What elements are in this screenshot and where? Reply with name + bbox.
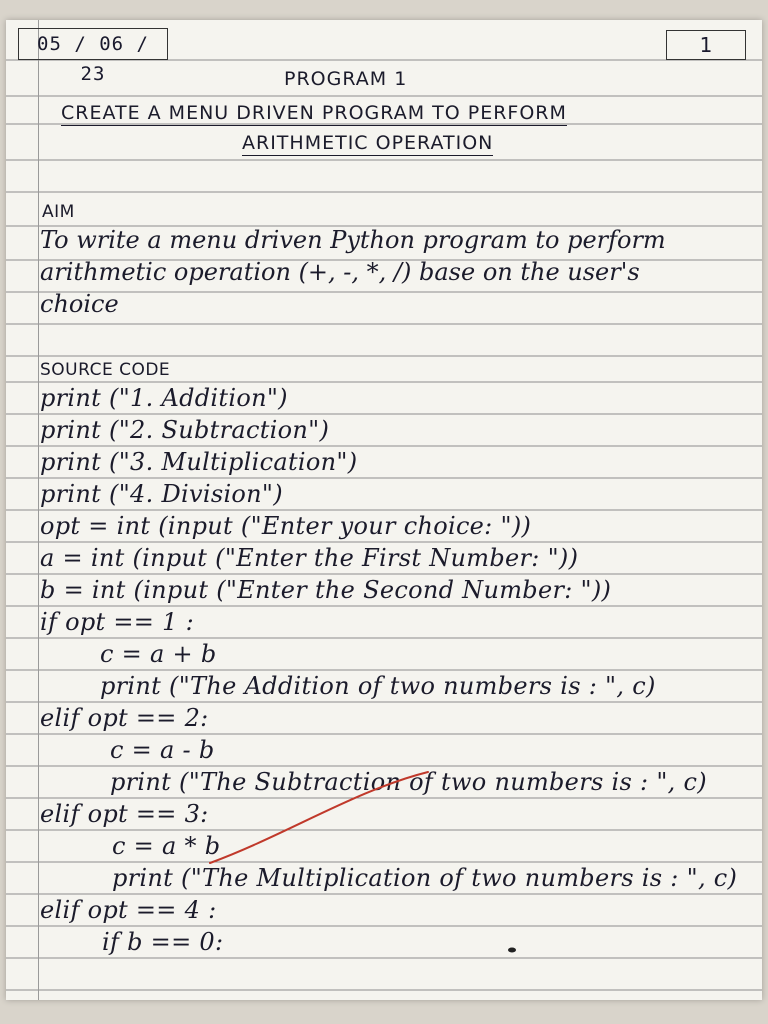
code-line: elif opt == 4 : bbox=[40, 896, 217, 924]
code-line: elif opt == 3: bbox=[40, 800, 209, 828]
code-line: c = a + b bbox=[100, 640, 217, 668]
code-line: opt = int (input ("Enter your choice: ")) bbox=[40, 512, 532, 540]
code-line: c = a - b bbox=[110, 736, 215, 764]
program-title: PROGRAM 1 bbox=[284, 68, 408, 90]
code-line: b = int (input ("Enter the Second Number: ")) bbox=[40, 576, 612, 604]
code-line: print ("2. Subtraction") bbox=[40, 416, 330, 444]
code-line: if b == 0: bbox=[102, 928, 224, 956]
aim-line: choice bbox=[40, 290, 119, 318]
code-line: print ("1. Addition") bbox=[40, 384, 288, 412]
code-line: print ("4. Division") bbox=[40, 480, 283, 508]
program-heading-line1: CREATE A MENU DRIVEN PROGRAM TO PERFORM bbox=[61, 102, 567, 124]
code-line: print ("The Addition of two numbers is : ", c) bbox=[100, 672, 656, 700]
code-line: c = a * b bbox=[112, 832, 221, 860]
code-line: a = int (input ("Enter the First Number: ")) bbox=[40, 544, 579, 572]
code-line: print ("The Multiplication of two numbers is : ", c) bbox=[112, 864, 738, 892]
source-code-heading: SOURCE CODE bbox=[40, 360, 171, 380]
ink-dot bbox=[6, 20, 762, 1000]
aim-line: arithmetic operation (+, -, *, /) base on the user's bbox=[40, 258, 640, 286]
date-box: 05 / 06 / 23 bbox=[18, 28, 168, 60]
aim-line: To write a menu driven Python program to perform bbox=[40, 226, 666, 254]
program-heading-line2: ARITHMETIC OPERATION bbox=[242, 132, 494, 154]
aim-heading: AIM bbox=[42, 202, 75, 222]
code-line: print ("The Subtraction of two numbers is : ", c) bbox=[110, 768, 707, 796]
code-line: if opt == 1 : bbox=[40, 608, 195, 636]
code-line: elif opt == 2: bbox=[40, 704, 209, 732]
page-number-box: 1 bbox=[666, 30, 746, 60]
code-line: print ("3. Multiplication") bbox=[40, 448, 358, 476]
notebook-page bbox=[6, 20, 762, 1000]
